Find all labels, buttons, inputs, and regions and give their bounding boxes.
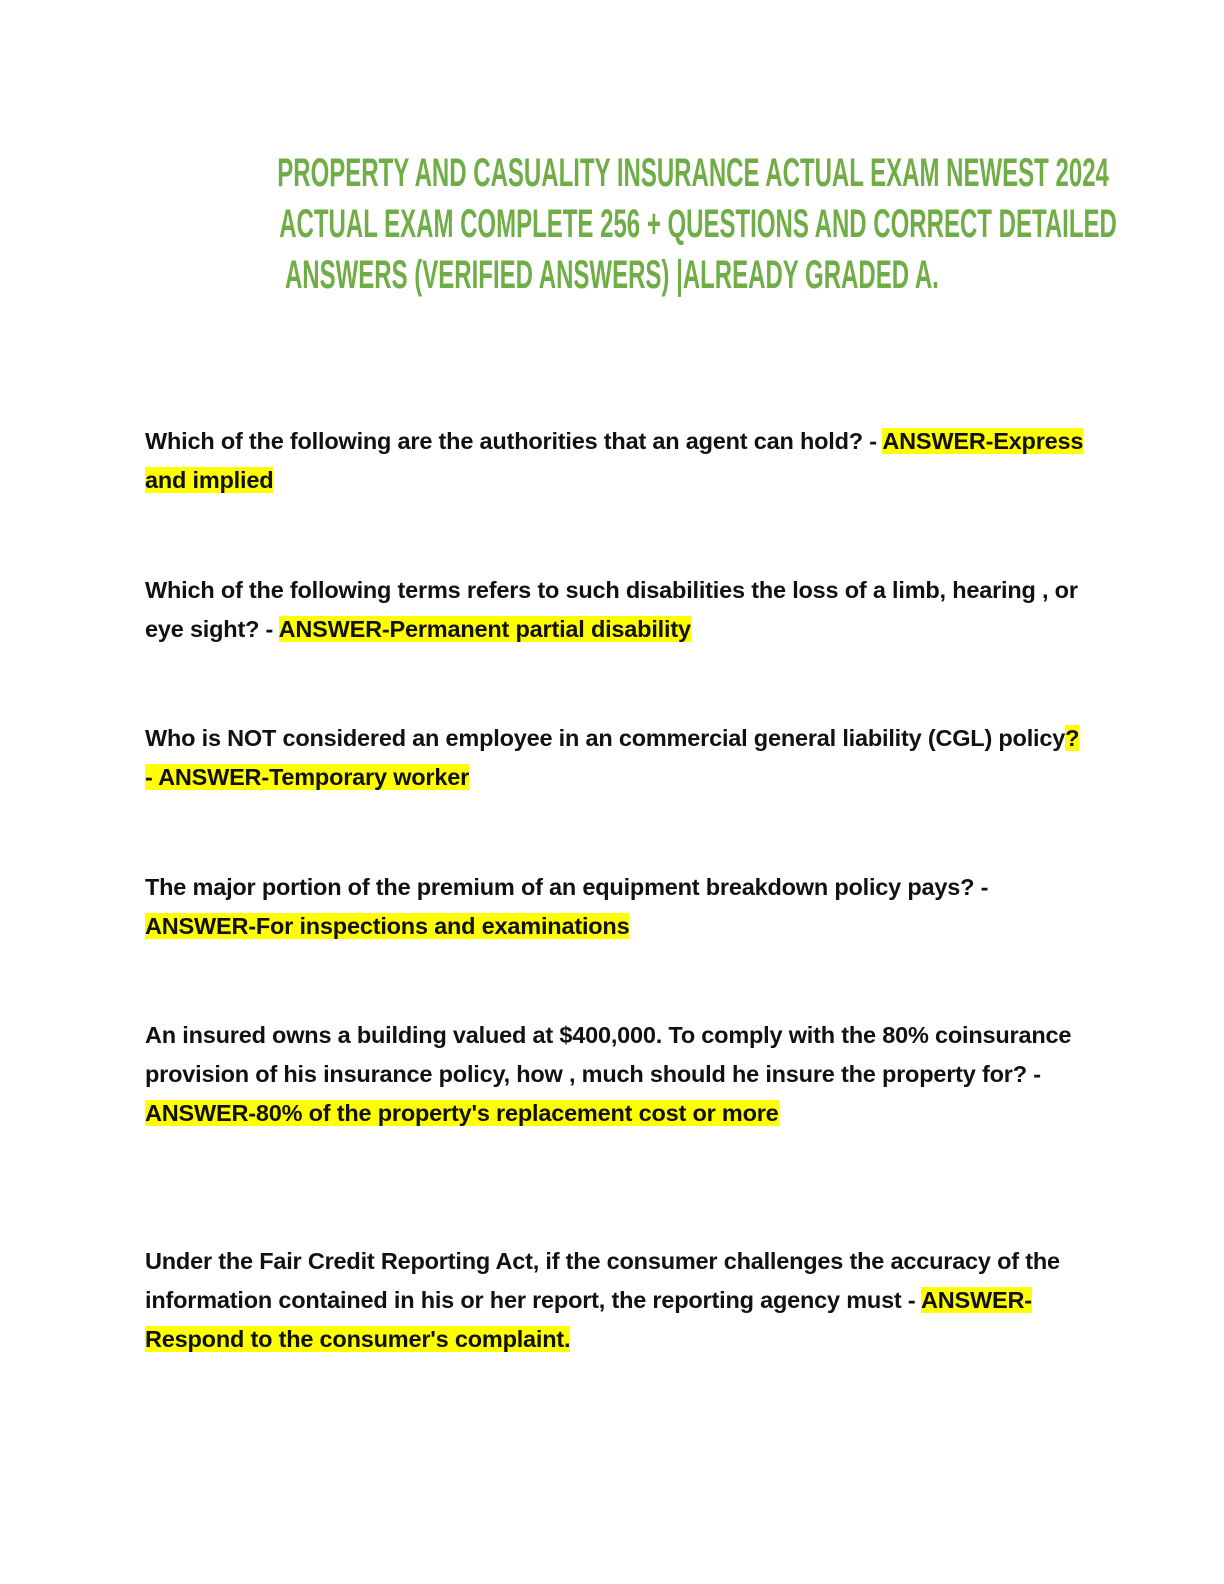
answer-highlight: ANSWER-Permanent partial disability [278, 616, 691, 642]
title-line-text: PROPERTY AND CASUALITY INSURANCE ACTUAL EXAM NEWEST 2024 [277, 151, 1109, 195]
qa-item [145, 1242, 1085, 1359]
question-text: Who is NOT considered an employee in an commercial general liability (CGL) policy [145, 725, 1066, 751]
title-line [0, 250, 1224, 301]
question-text: Which of the following are the authorities that an agent can hold? - [145, 428, 883, 454]
title-line-text: ANSWERS (VERIFIED ANSWERS) |ALREADY GRADED A. [285, 253, 939, 297]
title-line [0, 199, 1224, 250]
qa-item [145, 422, 1085, 500]
qa-item [145, 571, 1085, 649]
document-title [0, 148, 1224, 301]
title-line-text: ACTUAL EXAM COMPLETE 256 + QUESTIONS AND CORRECT DETAILED [279, 202, 1117, 246]
answer-highlight: ANSWER-80% of the property's replacement cost or more [145, 1100, 779, 1126]
question-text: The major portion of the premium of an equipment breakdown policy pays? - [145, 874, 989, 900]
answer-highlight: ANSWER-Express and implied [145, 428, 1084, 493]
qa-item [145, 719, 1085, 797]
question-text: An insured owns a building valued at $400,000. To comply with the 80% coinsurance provision of his insurance policy, how , much should he insure the property for? - [145, 1022, 1072, 1087]
question-text: Under the Fair Credit Reporting Act, if the consumer challenges the accuracy of the information contained in his or her report, the reporting agency must - [145, 1248, 1060, 1313]
answer-highlight: ? - ANSWER-Temporary worker [145, 725, 1080, 790]
answer-highlight: ANSWER-Respond to the consumer's complaint. [145, 1287, 1032, 1352]
answer-highlight: ANSWER-For inspections and examinations [145, 913, 630, 939]
qa-item [145, 1016, 1085, 1133]
title-line [0, 148, 1224, 199]
qa-item [145, 868, 1085, 946]
question-text: Which of the following terms refers to such disabilities the loss of a limb, hearing , or eye sight? - [145, 577, 1078, 642]
